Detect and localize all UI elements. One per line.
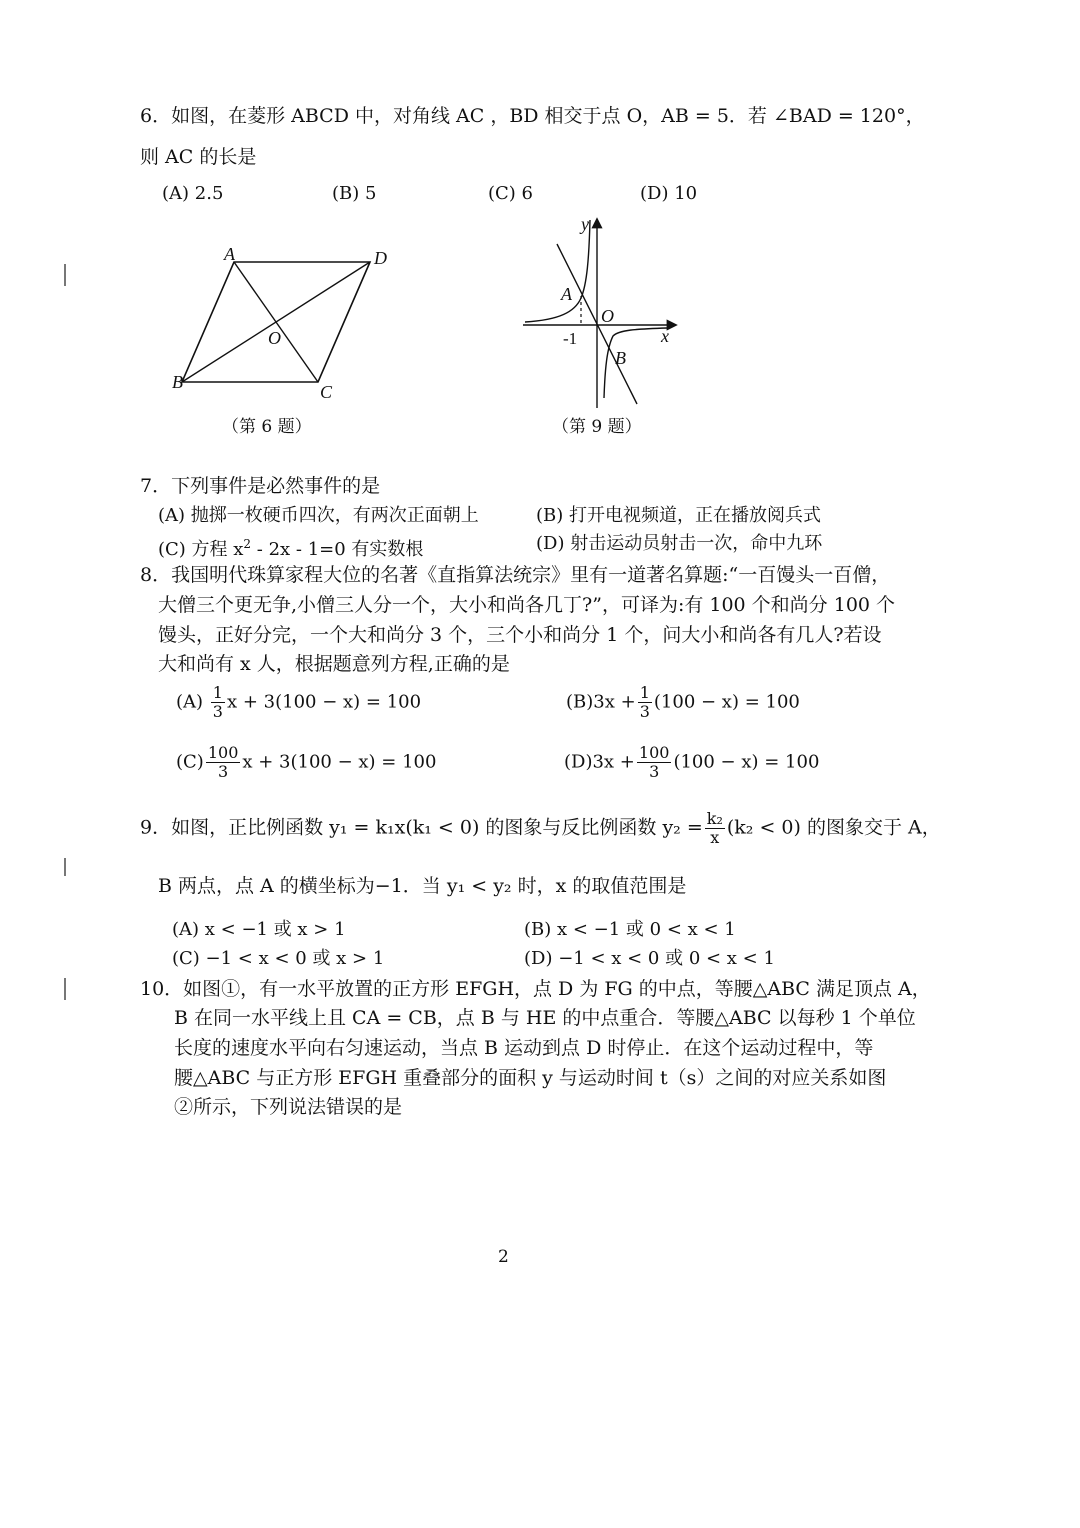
fraction-numerator: 1 <box>639 683 650 702</box>
margin-mark <box>64 978 66 1000</box>
fraction-denominator: 3 <box>639 702 650 721</box>
q10-line1: 10．如图①，有一水平放置的正方形 EFGH，点 D 为 FG 的中点，等腰△ABC 满足顶点 A， <box>140 978 931 1000</box>
q9-option-b: (B) x < −1 或 0 < x < 1 <box>524 919 736 940</box>
q6-stem-line2: 则 AC 的长是 <box>140 146 257 168</box>
q8-option-b-label: (B) <box>566 691 594 713</box>
q10-line3: 长度的速度水平向右匀速运动，当点 B 运动到点 D 时停止．在这个运动过程中，等 <box>174 1037 874 1059</box>
q8-option-c <box>176 744 436 781</box>
vertex-label-a: A <box>224 244 235 264</box>
page-number: 2 <box>498 1247 509 1267</box>
q9-line2: B 两点，点 A 的横坐标为−1．当 y₁ < y₂ 时，x 的取值范围是 <box>158 875 687 897</box>
q10-line5: ②所示，下列说法错误的是 <box>174 1096 403 1118</box>
q8-option-b <box>566 684 800 721</box>
axis-label-y: y <box>581 214 589 234</box>
q8-option-d-rest: (100 − x) = 100 <box>673 751 820 773</box>
hyperbola-upper-branch <box>525 220 590 322</box>
q6-option-d: (D) 10 <box>640 183 698 204</box>
vertex-label-d: D <box>374 248 387 268</box>
q8-option-c-rest: x + 3(100 − x) = 100 <box>242 751 437 773</box>
q9-option-a: (A) x < −1 或 x > 1 <box>172 919 346 940</box>
q8-option-c-fraction <box>206 744 241 781</box>
q9-line1-start: 9．如图，正比例函数 y₁ = k₁x(k₁ < 0) 的图象与反比例函数 y₂ = <box>140 816 703 839</box>
fraction-denominator: 3 <box>218 762 229 781</box>
point-label-b: B <box>615 348 626 368</box>
q8-option-a-fraction <box>211 684 225 721</box>
q9-line1-end: (k₂ < 0) 的图象交于 A， <box>726 816 941 839</box>
q8-line4: 大和尚有 x 人，根据题意列方程,正确的是 <box>158 653 510 675</box>
q10-line2: B 在同一水平线上且 CA = CB，点 B 与 HE 的中点重合．等腰△ABC 以每秒 1 个单位 <box>174 1007 916 1029</box>
diagonal-bd <box>182 262 370 382</box>
q7-option-a: (A) 抛掷一枚硬币四次，有两次正面朝上 <box>158 505 479 526</box>
q8-line1: 8．我国明代珠算家程大位的名著《直指算法统宗》里有一道著名算题:“一百馒头一百僧， <box>140 564 891 586</box>
margin-mark <box>64 858 66 876</box>
q6-stem-line1: 6．如图，在菱形 ABCD 中，对角线 AC ，BD 相交于点 O，AB = 5．若 ∠BAD = 120°， <box>140 105 925 127</box>
q7-option-c-prefix: (C) 方程 x <box>158 539 244 560</box>
q6-option-a: (A) 2.5 <box>162 183 224 204</box>
q7-option-c <box>158 532 423 562</box>
q8-option-a-rest: x + 3(100 − x) = 100 <box>226 691 422 713</box>
fraction-numerator: 100 <box>638 743 670 762</box>
fraction-denominator: x <box>710 828 720 847</box>
fraction-numerator: 1 <box>212 683 223 702</box>
q9-option-d: (D) −1 < x < 0 或 0 < x < 1 <box>524 948 775 969</box>
q6-figure-caption: （第 6 题） <box>222 417 312 437</box>
q7-option-c-exponent: 2 <box>243 537 252 551</box>
vertex-label-b: B <box>172 372 183 392</box>
point-label-a: A <box>561 284 572 304</box>
q8-option-b-pre: 3x + <box>593 691 636 713</box>
q8-option-b-rest: (100 − x) = 100 <box>653 691 800 713</box>
axis-label-x: x <box>661 326 669 346</box>
q8-option-a-label: (A) <box>176 691 204 713</box>
q8-line3: 馒头，正好分完，一个大和尚分 3 个，三个小和尚分 1 个，问大小和尚各有几人?若设 <box>158 624 882 646</box>
q8-option-d-fraction <box>637 744 672 781</box>
function-graph-figure <box>515 208 690 413</box>
center-label-o: O <box>268 328 281 348</box>
vertex-label-c: C <box>320 382 333 402</box>
q7-stem: 7．下列事件是必然事件的是 <box>140 475 381 497</box>
q9-fraction <box>705 810 725 847</box>
q7-option-d: (D) 射击运动员射击一次，命中九环 <box>536 533 823 554</box>
tick-label-minus-one: -1 <box>563 329 578 348</box>
q9-figure-caption: （第 9 题） <box>552 417 642 437</box>
q10-line4: 腰△ABC 与正方形 EFGH 重叠部分的面积 y 与运动时间 t（s）之间的对应关系如图 <box>174 1067 887 1089</box>
q8-option-b-fraction <box>638 684 652 721</box>
q7-option-c-suffix: - 2x - 1=0 有实数根 <box>251 539 424 560</box>
fraction-denominator: 3 <box>649 762 660 781</box>
q8-option-a <box>176 684 421 721</box>
hyperbola-lower-branch <box>604 328 667 398</box>
fraction-denominator: 3 <box>212 702 223 721</box>
q7-option-b: (B) 打开电视频道，正在播放阅兵式 <box>536 505 821 526</box>
q9-line1 <box>140 810 941 847</box>
rhombus-figure <box>160 240 420 410</box>
q6-option-b: (B) 5 <box>332 183 377 204</box>
q8-option-c-label: (C) <box>176 751 204 773</box>
q8-option-d <box>564 744 819 781</box>
margin-mark <box>64 264 66 286</box>
origin-label-o: O <box>601 306 614 326</box>
q6-option-c: (C) 6 <box>488 183 533 204</box>
q8-option-d-label: (D) <box>564 751 593 773</box>
fraction-numerator: 100 <box>207 743 239 762</box>
q8-option-d-pre: 3x + <box>592 751 635 773</box>
q8-line2: 大僧三个更无争,小僧三人分一个，大小和尚各几丁?”，可译为:有 100 个和尚分 100 个 <box>158 594 896 616</box>
fraction-numerator: k₂ <box>706 809 723 828</box>
q9-option-c: (C) −1 < x < 0 或 x > 1 <box>172 948 385 969</box>
